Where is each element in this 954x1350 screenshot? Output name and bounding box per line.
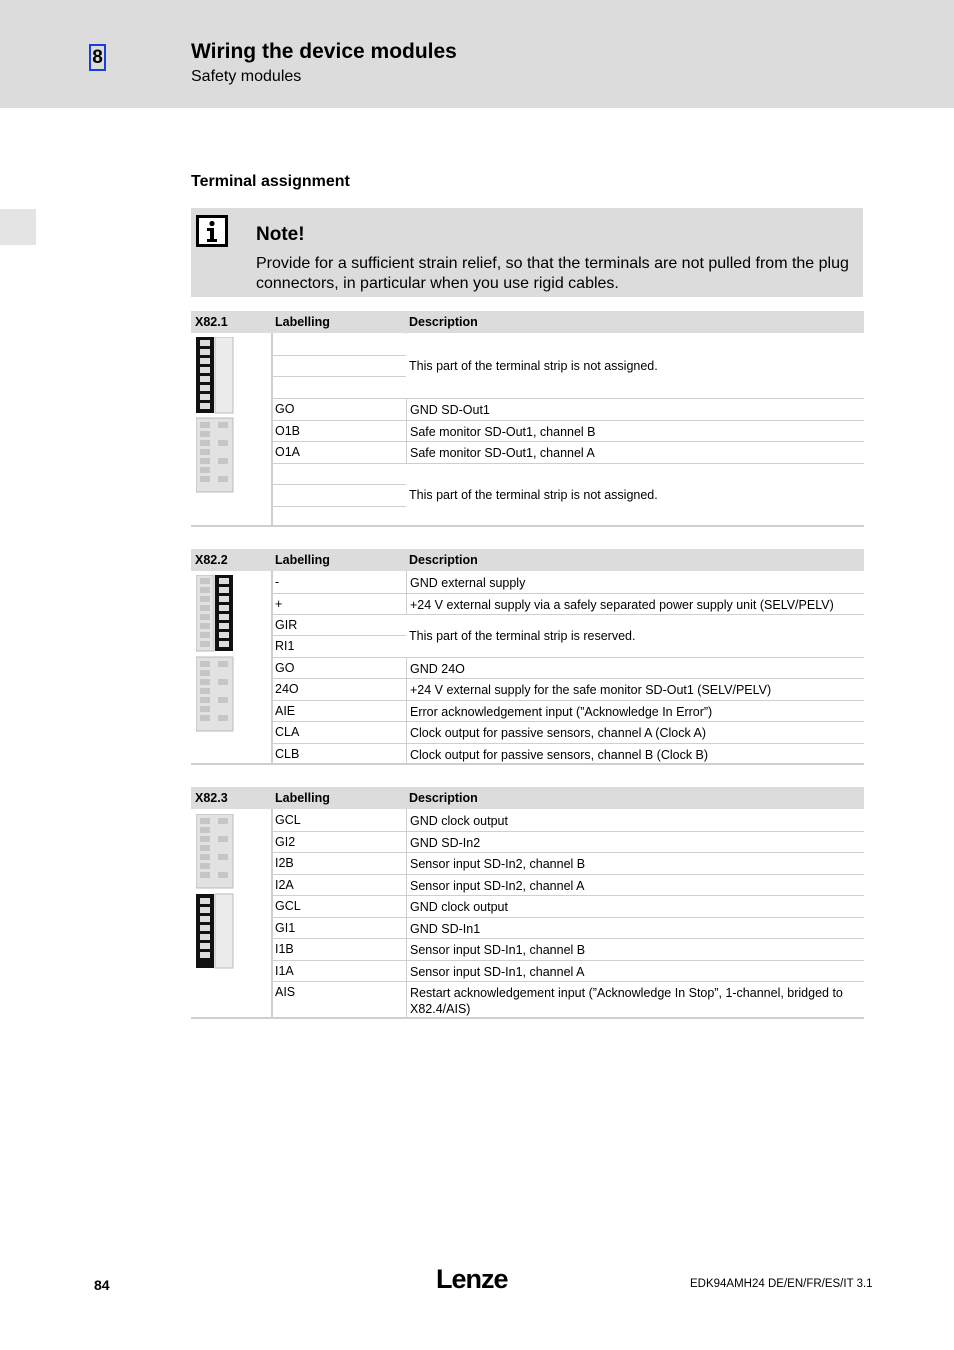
merged-description [406, 334, 864, 399]
terminal-table-x82-1 [191, 311, 864, 527]
label-cell: CLB [275, 747, 300, 761]
col-description: Description [409, 553, 478, 567]
description-cell: Clock output for passive sensors, channel A (Clock A) [410, 726, 706, 740]
table-row [271, 832, 864, 853]
table-row [271, 594, 864, 615]
note-title: Note! [256, 224, 305, 245]
label-cell: - [275, 575, 280, 589]
terminal-table-x82-2 [191, 549, 864, 765]
label-cell: GI2 [275, 835, 296, 849]
table-row [271, 399, 864, 421]
terminal-strip-graphic [196, 814, 234, 970]
info-icon [196, 215, 228, 247]
merged-description [406, 464, 864, 525]
description-cell: GND SD-In1 [410, 922, 481, 936]
col-labelling: Labelling [275, 791, 330, 805]
description-cell: +24 V external supply via a safely separated power supply unit (SELV/PELV) [410, 598, 834, 612]
label-cell: CLA [275, 725, 300, 739]
description-cell: Sensor input SD-In1, channel B [410, 943, 586, 957]
table-header [191, 549, 864, 571]
header-band [0, 0, 954, 108]
section-heading: Terminal assignment [191, 173, 350, 190]
table-row [271, 939, 864, 961]
label-cell: GO [275, 402, 295, 416]
description-cell: +24 V external supply for the safe monitor SD-Out1 (SELV/PELV) [410, 683, 772, 697]
description-cell: GND SD-In2 [410, 836, 481, 850]
table-row [271, 658, 864, 679]
description-cell: Error acknowledgement input (”Acknowledge In Error”) [410, 705, 713, 719]
table-row [271, 961, 864, 982]
terminal-strip-graphic [196, 575, 234, 733]
description-cell: Sensor input SD-In2, channel A [410, 879, 585, 893]
page-subtitle: Safety modules [191, 68, 302, 85]
description-cell: Safe monitor SD-Out1, channel A [410, 446, 595, 460]
description-cell: This part of the terminal strip is not assigned. [409, 488, 658, 502]
label-cell: GO [275, 661, 295, 675]
note-text: Provide for a sufficient strain relief, so that the terminals are not pulled from the plug connectors, in particular when you use rigid cables. [256, 255, 849, 292]
description-cell: This part of the terminal strip is not assigned. [409, 359, 658, 373]
label-cell: GIR [275, 618, 298, 632]
description-cell: Safe monitor SD-Out1, channel B [410, 425, 596, 439]
description-cell: GND 24O [410, 662, 465, 676]
description-cell: Sensor input SD-In2, channel B [410, 857, 586, 871]
page-number: 84 [94, 1277, 110, 1293]
label-cell: O1B [275, 424, 301, 438]
description-cell: GND clock output [410, 900, 508, 914]
col-description: Description [409, 315, 478, 329]
label-cell: I1B [275, 942, 294, 956]
document-id: EDK94AMH24 DE/EN/FR/ES/IT 3.1 [690, 1278, 873, 1290]
table-row [271, 810, 864, 832]
label-cell: O1A [275, 445, 301, 459]
label-cell: + [275, 597, 283, 611]
table-row [271, 875, 864, 896]
table-row [271, 442, 864, 464]
terminal-id: X82.2 [195, 553, 228, 567]
terminal-strip-graphic [196, 337, 234, 515]
table-row [271, 679, 864, 701]
table-row [271, 982, 864, 1017]
table-row [271, 918, 864, 939]
label-cell: AIS [275, 985, 296, 999]
side-tab [0, 209, 36, 245]
label-cell: I1A [275, 964, 294, 978]
note-box [191, 208, 863, 297]
description-cell: This part of the terminal strip is reserved. [409, 629, 636, 643]
terminal-id: X82.1 [195, 315, 228, 329]
description-cell: GND external supply [410, 576, 526, 590]
label-cell: 24O [275, 682, 299, 696]
col-labelling: Labelling [275, 315, 330, 329]
terminal-table-x82-3 [191, 787, 864, 1019]
page-title: Wiring the device modules [191, 40, 457, 63]
lenze-logo: Lenze [436, 1264, 508, 1294]
description-cell: Sensor input SD-In1, channel A [410, 965, 585, 979]
table-row [271, 701, 864, 722]
table-header [191, 311, 864, 333]
table-row [271, 744, 864, 763]
label-cell: AIE [275, 704, 296, 718]
label-cell: I2B [275, 856, 294, 870]
merged-description [406, 615, 864, 658]
table-header [191, 787, 864, 809]
description-cell: Clock output for passive sensors, channel B (Clock B) [410, 748, 709, 762]
col-description: Description [409, 791, 478, 805]
label-cell: RI1 [275, 639, 295, 653]
table-row [271, 421, 864, 442]
label-cell: GI1 [275, 921, 296, 935]
table-row [271, 853, 864, 875]
description-cell: GND SD-Out1 [410, 403, 490, 417]
terminal-id: X82.3 [195, 791, 228, 805]
description-cell: GND clock output [410, 814, 508, 828]
description-cell: Restart acknowledgement input (”Acknowledge In Stop”, 1-channel, bridged to X82.4/AIS) [410, 986, 843, 1016]
col-labelling: Labelling [275, 553, 330, 567]
chapter-number: 8 [89, 44, 106, 71]
table-row [271, 572, 864, 594]
label-cell: GCL [275, 899, 301, 913]
table-row [271, 722, 864, 744]
table-row [271, 896, 864, 918]
label-cell: GCL [275, 813, 301, 827]
label-cell: I2A [275, 878, 294, 892]
